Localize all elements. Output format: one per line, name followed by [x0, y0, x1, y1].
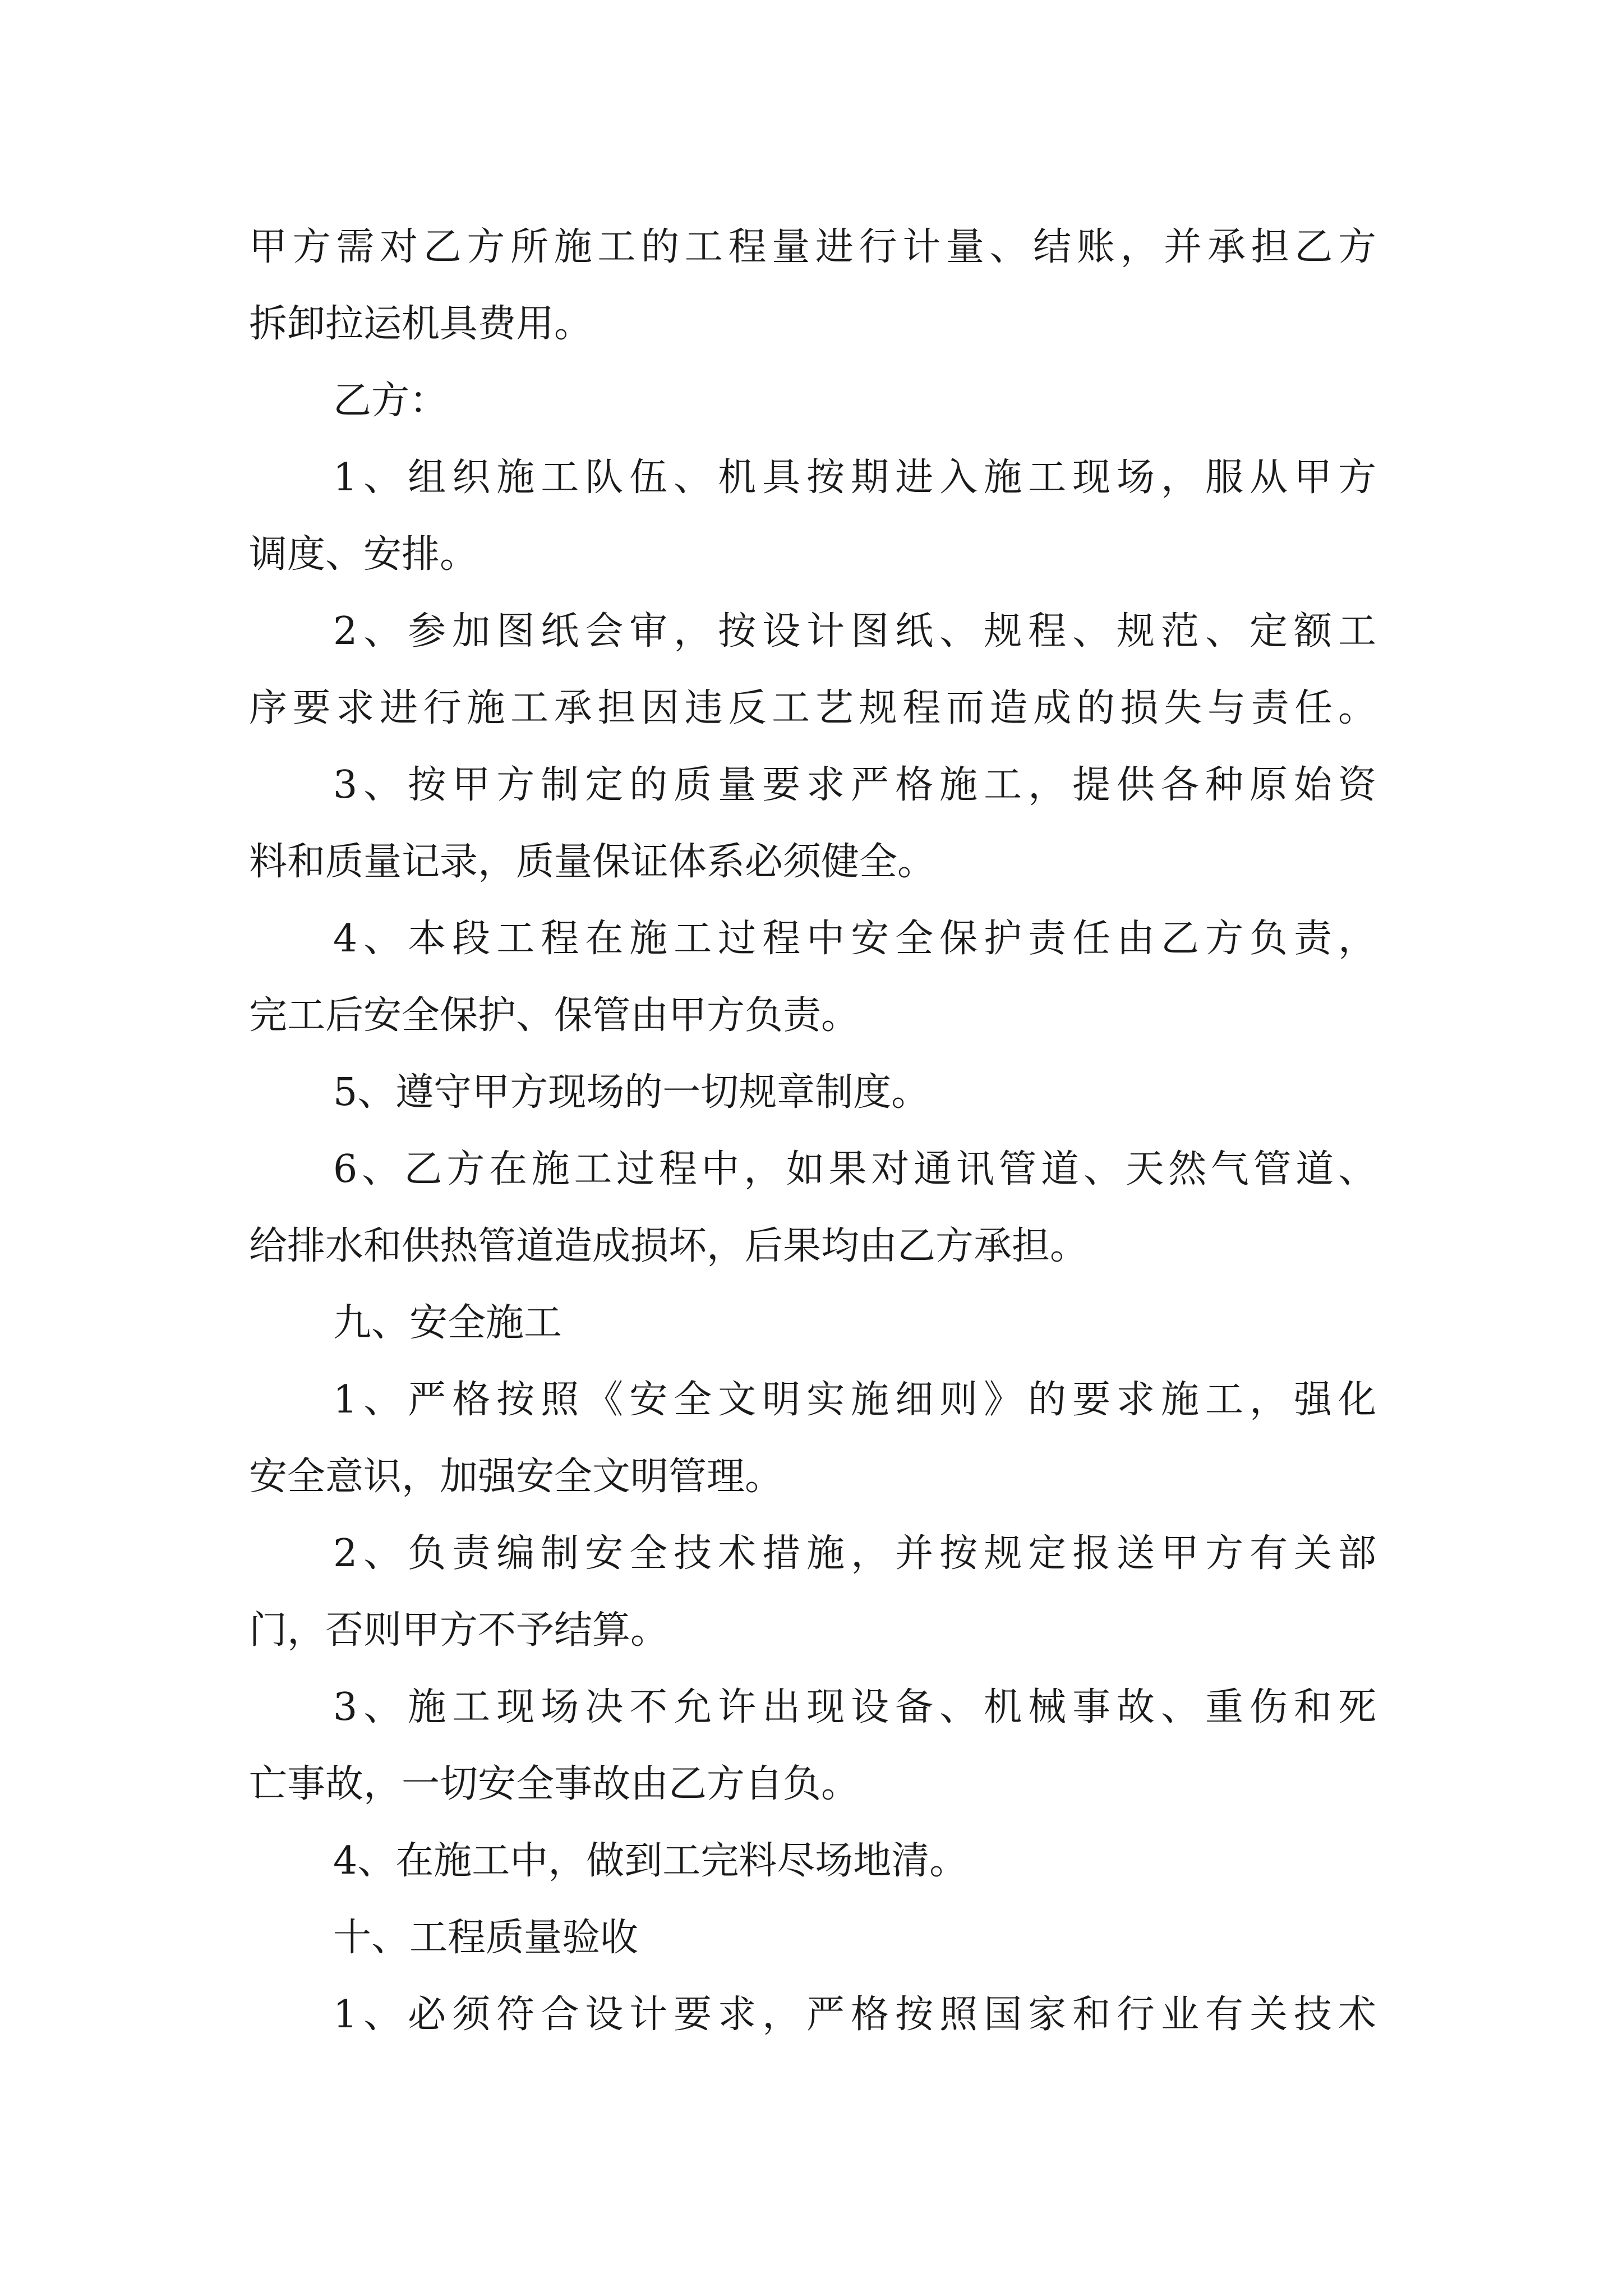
text-line: 完工后安全保护、保管由甲方负责。: [249, 993, 860, 1038]
text-line: 拆卸拉运机具费用。: [249, 302, 593, 346]
text-line: 3、施工现场决不允许出现设备、机械事故、重伤和死: [333, 1685, 1376, 1729]
section-heading: 九、安全施工: [333, 1301, 562, 1345]
text-line: 6、乙方在施工过程中，如果对通讯管道、天然气管道、: [333, 1147, 1376, 1191]
text-line: 2、参加图纸会审，按设计图纸、规程、规范、定额工: [333, 609, 1376, 654]
text-line: 乙方：: [333, 379, 448, 423]
text-line: 安全意识，加强安全文明管理。: [249, 1455, 783, 1499]
text-line: 4、在施工中，做到工完料尽场地清。: [333, 1839, 968, 1883]
text-line: 1、组织施工队伍、机具按期进入施工现场，服从甲方: [333, 455, 1376, 500]
text-line: 调度、安排。: [249, 532, 478, 577]
text-line: 亡事故，一切安全事故由乙方自负。: [249, 1762, 860, 1806]
text-line: 4、本段工程在施工过程中安全保护责任由乙方负责，: [333, 917, 1376, 961]
document-body: [249, 209, 1376, 2053]
text-line: 给排水和供热管道造成损坏，后果均由乙方承担。: [249, 1224, 1089, 1268]
text-line: 2、负责编制安全技术措施，并按规定报送甲方有关部: [333, 1531, 1376, 1576]
text-line: 3、按甲方制定的质量要求严格施工，提供各种原始资: [333, 763, 1376, 807]
text-line: 5、遵守甲方现场的一切规章制度。: [333, 1070, 930, 1115]
text-line: 门，否则甲方不予结算。: [249, 1608, 669, 1653]
text-line: 序要求进行施工承担因违反工艺规程而造成的损失与责任。: [249, 686, 1376, 730]
text-line: 1、必须符合设计要求，严格按照国家和行业有关技术: [333, 1993, 1376, 2037]
text-line: 甲方需对乙方所施工的工程量进行计量、结账，并承担乙方: [249, 225, 1376, 269]
text-line: 1、严格按照《安全文明实施细则》的要求施工，强化: [333, 1378, 1376, 1422]
text-line: 料和质量记录，质量保证体系必须健全。: [249, 840, 936, 884]
section-heading: 十、工程质量验收: [333, 1916, 639, 1960]
